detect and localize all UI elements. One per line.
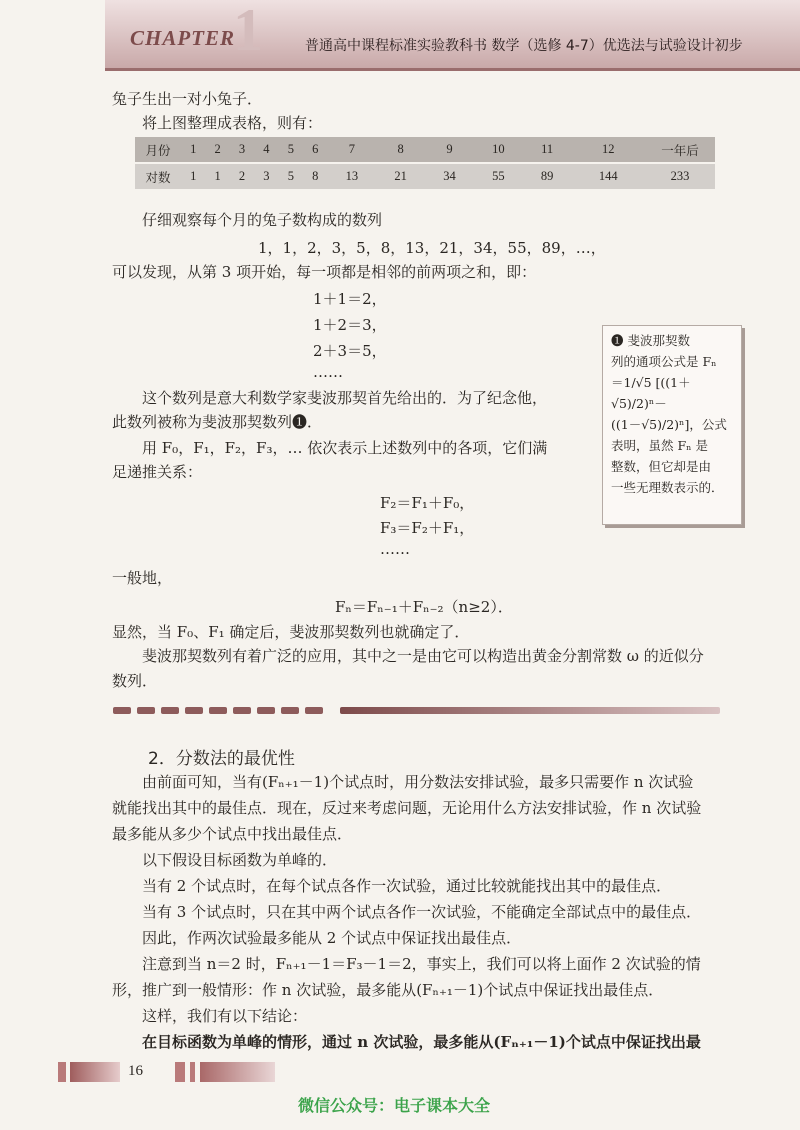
text-line: 斐波那契数列有着广泛的应用，其中之一是由它可以构造出黄金分割常数 ω 的近似分 — [142, 647, 704, 665]
table-cell: 1 — [181, 163, 205, 189]
text-line: 兔子生出一对小兔子． — [112, 90, 263, 108]
table-cell: 11 — [523, 137, 572, 163]
table-cell: 8 — [376, 137, 425, 163]
text-line: 当有 2 个试点时，在每个试点各作一次试验，通过比较就能找出其中的最佳点． — [142, 877, 672, 895]
text-line: 用 F₀，F₁，F₂，F₃，… 依次表示上述数列中的各项，它们满 — [142, 439, 548, 457]
text-line: 以下假设目标函数为单峰的． — [142, 851, 338, 869]
table-cell: 10 — [474, 137, 523, 163]
equation: 1＋1＝2， — [313, 290, 387, 308]
table-cell: 7 — [327, 137, 376, 163]
table-cell: 8 — [303, 163, 327, 189]
note-line: ＝1/√5 [((1＋√5)/2)ⁿ－ — [611, 375, 691, 411]
text-line: 因此，作两次试验最多能从 2 个试点中保证找出最佳点． — [142, 929, 522, 947]
equation: 2＋3＝5， — [313, 342, 387, 360]
table-row-pairs — [135, 163, 715, 189]
table-cell: 6 — [303, 137, 327, 163]
note-line: 表明，虽然 Fₙ 是 — [611, 438, 709, 453]
table-cell: 对数 — [135, 163, 181, 189]
page-number: 16 — [128, 1063, 143, 1079]
text-line: 显然，当 F₀、F₁ 确定后，斐波那契数列也就确定了． — [112, 623, 470, 641]
table-cell: 34 — [425, 163, 474, 189]
chapter-label: CHAPTER — [130, 26, 236, 50]
table-cell: 13 — [327, 163, 376, 189]
equation: F₂＝F₁＋F₀， — [380, 494, 475, 512]
text-line: 一般地， — [112, 569, 173, 587]
table-cell: 3 — [230, 137, 254, 163]
equation: Fₙ＝Fₙ₋₁＋Fₙ₋₂（n≥2）． — [335, 598, 513, 616]
text-line: 形，推广到一般情形：作 n 次试验，最多能从(Fₙ₊₁－1)个试点中保证找出最佳点． — [112, 981, 664, 999]
table-cell: 2 — [205, 137, 229, 163]
conclusion-line: 在目标函数为单峰的情形，通过 n 次试验，最多能从(Fₙ₊₁－1)个试点中保证找出最 — [142, 1033, 701, 1051]
ellipsis: …… — [313, 363, 343, 381]
text-line: 就能找出其中的最佳点．现在，反过来考虑问题，无论用什么方法安排试验，作 n 次试验 — [112, 799, 702, 817]
text-line: 这样，我们有以下结论： — [142, 1007, 308, 1025]
table-cell: 4 — [254, 137, 278, 163]
book-title: 普通高中课程标准实验教科书 数学（选修 4-7）优选法与试验设计初步 — [305, 38, 743, 54]
table-cell: 89 — [523, 163, 572, 189]
table-cell: 55 — [474, 163, 523, 189]
table-cell: 233 — [645, 163, 715, 189]
table-cell: 144 — [572, 163, 645, 189]
note-line: 整数，但它却是由 — [611, 459, 712, 474]
chapter-number: 1 — [233, 0, 263, 63]
text-line: 最多能从多少个试点中找出最佳点． — [112, 825, 353, 843]
note-line: 一些无理数表示的． — [611, 480, 724, 495]
section-title: 2．分数法的最优性 — [148, 749, 295, 769]
ellipsis: …… — [380, 540, 410, 558]
fibonacci-sequence: 1，1，2，3，5，8，13，21，34，55，89，…， — [258, 239, 606, 257]
page-header — [105, 0, 800, 71]
table-cell: 1 — [205, 163, 229, 189]
table-cell: 12 — [572, 137, 645, 163]
table-cell: 一年后 — [645, 137, 715, 163]
text-line: 由前面可知，当有(Fₙ₊₁－1)个试点时，用分数法安排试验，最多只需要作 n 次试验 — [142, 773, 694, 791]
table-cell: 1 — [181, 137, 205, 163]
note-line: ❶ 斐波那契数 — [611, 333, 690, 348]
text-line: 仔细观察每个月的兔子数构成的数列 — [142, 211, 383, 229]
table-cell: 3 — [254, 163, 278, 189]
text-line: 当有 3 个试点时，只在其中两个试点各作一次试验，不能确定全部试点中的最佳点． — [142, 903, 702, 921]
sidenote — [602, 325, 742, 525]
note-line: 列的通项公式是 Fₙ — [611, 354, 717, 369]
text-line: 足递推关系： — [112, 463, 203, 481]
text-line: 可以发现，从第 3 项开始，每一项都是相邻的前两项之和，即： — [112, 263, 537, 281]
equation: 1＋2＝3， — [313, 316, 387, 334]
text-line: 数列． — [112, 672, 158, 690]
table-cell: 5 — [279, 163, 303, 189]
text-line: 这个数列是意大利数学家斐波那契首先给出的．为了纪念他， — [142, 389, 548, 407]
text-line: 此数列被称为斐波那契数列❶． — [112, 413, 323, 431]
text-line: 将上图整理成表格，则有： — [142, 114, 323, 132]
table-cell: 2 — [230, 163, 254, 189]
table-row-month — [135, 137, 715, 163]
table-cell: 21 — [376, 163, 425, 189]
table-cell: 月份 — [135, 137, 181, 163]
table-cell: 9 — [425, 137, 474, 163]
note-line: ((1－√5)/2)ⁿ]，公式 — [611, 417, 727, 432]
text-line: 注意到当 n＝2 时，Fₙ₊₁－1＝F₃－1＝2，事实上，我们可以将上面作 2 次试验的情 — [142, 955, 701, 973]
table-cell: 5 — [279, 137, 303, 163]
fibonacci-table — [135, 137, 715, 189]
watermark: 微信公众号：电子课本大全 — [298, 1096, 491, 1115]
equation: F₃＝F₂＋F₁， — [380, 519, 475, 537]
